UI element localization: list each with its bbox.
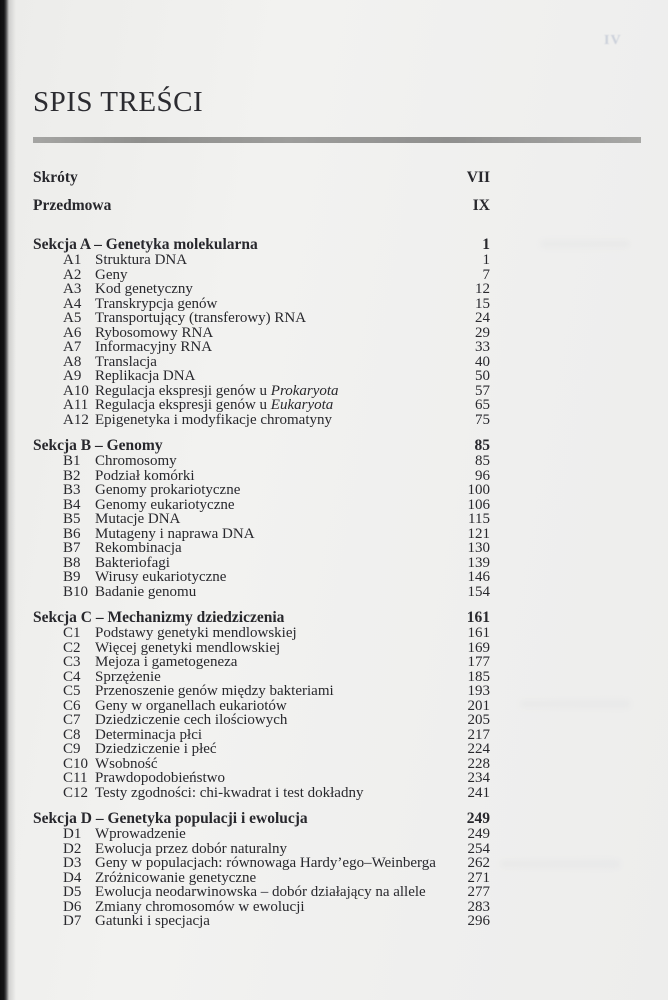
entry-code: C1: [63, 625, 81, 641]
entry-page-number: 241: [467, 784, 490, 801]
entry-title: Gatunki i specjacja: [95, 913, 210, 929]
entry-page-number: 24: [475, 310, 490, 326]
entry-page-number: 40: [475, 353, 490, 370]
entry-page-number: 7: [482, 266, 490, 283]
entry-code: B5: [63, 511, 81, 527]
entry-title: Genomy prokariotyczne: [95, 482, 241, 498]
front-matter-page-number: VII: [466, 169, 490, 186]
entry-page-number: 1: [482, 252, 490, 268]
section-header: [33, 438, 490, 454]
entry-title: Badanie genomu: [95, 583, 197, 600]
entry-title: Dziedziczenie cech ilościowych: [95, 712, 288, 728]
entry-page-number: 217: [467, 726, 490, 743]
entry-page-number: 75: [475, 411, 490, 428]
toc-section: [33, 438, 490, 599]
toc-entry: [33, 641, 490, 656]
entry-title: Genomy eukariotyczne: [95, 496, 235, 513]
toc-entry: [33, 398, 490, 413]
entry-code: D2: [63, 840, 82, 857]
toc-entry: [33, 856, 490, 871]
entry-page-number: 283: [467, 898, 490, 915]
entry-page-number: 57: [475, 382, 490, 399]
entry-title: Chromosomy: [95, 453, 177, 469]
entry-code: A3: [63, 281, 82, 297]
section-title: Sekcja A – Genetyka molekularna: [33, 236, 258, 253]
entry-title: Wsobność: [95, 755, 158, 772]
toc-entry: [33, 311, 490, 326]
entry-title: Mutageny i naprawa DNA: [95, 525, 255, 542]
entry-code: B7: [63, 540, 81, 556]
entry-page-number: 96: [475, 467, 490, 484]
entry-code: B6: [63, 525, 81, 542]
entry-page-number: 106: [467, 496, 490, 513]
entry-title: Rybosomowy RNA: [95, 324, 214, 341]
entry-title: Informacyjny RNA: [95, 339, 213, 355]
toc-entry: [33, 413, 490, 428]
section-page-number: 1: [482, 236, 490, 253]
entry-title: Sprzężenie: [95, 668, 161, 685]
toc-entry: [33, 483, 490, 498]
entry-page-number: 130: [467, 540, 490, 556]
bleedthrough-smudge: [500, 860, 620, 868]
entry-code: A10: [63, 382, 89, 399]
section-header: [33, 610, 490, 626]
entry-code: A2: [63, 266, 82, 283]
entry-title: Geny: [95, 266, 128, 283]
entry-page-number: 296: [467, 913, 490, 929]
entry-page-number: 15: [475, 295, 490, 312]
toc-entry: [33, 626, 490, 641]
entry-page-number: 201: [467, 697, 490, 714]
entry-title: Regulacja ekspresji genów u Prokaryota: [95, 382, 339, 399]
front-matter-entry: [33, 198, 490, 226]
entry-page-number: 139: [467, 554, 490, 571]
entry-page-number: 262: [467, 855, 490, 871]
toc-entry: [33, 728, 490, 743]
toc-entry: [33, 827, 490, 842]
entry-title: Ewolucja neodarwinowska – dobór działający na allele: [95, 884, 426, 900]
entry-page-number: 65: [475, 397, 490, 413]
entry-code: A12: [63, 411, 89, 428]
bleedthrough-smudge: [520, 700, 630, 708]
front-matter-entry: [33, 170, 490, 198]
entry-title: Regulacja ekspresji genów u Eukaryota: [95, 397, 334, 413]
entry-title: Transkrypcja genów: [95, 295, 218, 312]
toc-entry: [33, 253, 490, 268]
entry-code: B8: [63, 554, 81, 571]
toc-section: [33, 610, 490, 800]
entry-page-number: 228: [467, 755, 490, 772]
entry-code: A8: [63, 353, 82, 370]
entry-page-number: 193: [467, 683, 490, 699]
toc-section: [33, 811, 490, 929]
entry-title-italic: Prokaryota: [270, 382, 339, 399]
toc-section: [33, 237, 490, 427]
section-page-number: 249: [466, 810, 490, 827]
entry-title: Testy zgodności: chi-kwadrat i test dokładny: [95, 784, 364, 801]
section-items: [33, 626, 490, 800]
section-items: [33, 253, 490, 427]
entry-code: A4: [63, 295, 82, 312]
entry-page-number: 146: [467, 569, 490, 585]
toc-entry: [33, 570, 490, 585]
entry-code: C7: [63, 712, 81, 728]
front-matter-label: Przedmowa: [33, 197, 112, 214]
entry-page-number: 33: [475, 339, 490, 355]
entry-title: Przenoszenie genów między bakteriami: [95, 683, 334, 699]
entry-title: Więcej genetyki mendlowskiej: [95, 639, 281, 656]
bleedthrough-page-number: IV: [604, 33, 622, 48]
section-header: [33, 811, 490, 827]
entry-title: Struktura DNA: [95, 252, 188, 268]
entry-page-number: 115: [468, 511, 490, 527]
entry-page-number: 161: [467, 625, 490, 641]
section-items: [33, 827, 490, 929]
entry-title: Zmiany chromosomów w ewolucji: [95, 898, 305, 915]
toc-entry: [33, 355, 490, 370]
entry-code: A6: [63, 324, 82, 341]
entry-page-number: 271: [467, 869, 490, 886]
section-title: Sekcja C – Mechanizmy dziedziczenia: [33, 609, 285, 626]
entry-title: Rekombinacja: [95, 540, 182, 556]
section-page-number: 161: [466, 609, 490, 626]
entry-page-number: 234: [467, 770, 490, 786]
entry-title: Mejoza i gametogeneza: [95, 654, 238, 670]
entry-code: A9: [63, 368, 82, 384]
section-items: [33, 454, 490, 599]
entry-title: Dziedziczenie i płeć: [95, 741, 217, 757]
entry-code: D6: [63, 898, 82, 915]
table-of-contents: [33, 170, 490, 929]
toc-entry: [33, 585, 490, 600]
entry-title: Translacja: [95, 353, 157, 370]
toc-entry: [33, 326, 490, 341]
entry-title: Ewolucja przez dobór naturalny: [95, 840, 288, 857]
entry-code: C10: [63, 755, 89, 772]
entry-page-number: 121: [467, 525, 490, 542]
toc-entry: [33, 914, 490, 929]
entry-title: Transportujący (transferowy) RNA: [95, 310, 307, 326]
toc-entry: [33, 771, 490, 786]
entry-code: C8: [63, 726, 81, 743]
entry-page-number: 12: [475, 281, 490, 297]
toc-entry: [33, 757, 490, 772]
entry-page-number: 185: [467, 668, 490, 685]
toc-entry: [33, 268, 490, 283]
entry-page-number: 177: [467, 654, 490, 670]
toc-entry: [33, 885, 490, 900]
toc-entry: [33, 655, 490, 670]
entry-code: B1: [63, 453, 81, 469]
entry-title: Replikacja DNA: [95, 368, 196, 384]
toc-entry: [33, 454, 490, 469]
toc-entry: [33, 541, 490, 556]
section-title: Sekcja B – Genomy: [33, 437, 163, 454]
entry-code: C9: [63, 741, 81, 757]
entry-page-number: 254: [467, 840, 490, 857]
entry-title: Geny w organellach eukariotów: [95, 697, 287, 714]
entry-code: D5: [63, 884, 82, 900]
page-gutter-shadow: [0, 0, 16, 1000]
entry-code: C4: [63, 668, 81, 685]
toc-entry: [33, 786, 490, 801]
entry-page-number: 154: [467, 583, 490, 600]
entry-code: C5: [63, 683, 81, 699]
entry-code: B3: [63, 482, 81, 498]
entry-code: A7: [63, 339, 82, 355]
section-header: [33, 237, 490, 253]
entry-page-number: 205: [467, 712, 490, 728]
entry-code: A11: [63, 397, 89, 413]
entry-title: Prawdopodobieństwo: [95, 770, 225, 786]
entry-page-number: 224: [467, 741, 490, 757]
entry-code: B9: [63, 569, 81, 585]
entry-code: B4: [63, 496, 81, 513]
toc-entry: [33, 670, 490, 685]
entry-code: C2: [63, 639, 81, 656]
entry-code: C6: [63, 697, 81, 714]
entry-code: C12: [63, 784, 89, 801]
entry-title: Bakteriofagi: [95, 554, 170, 571]
toc-entry: [33, 498, 490, 513]
entry-code: A1: [63, 252, 82, 268]
entry-page-number: 169: [467, 639, 490, 656]
entry-code: B10: [63, 583, 89, 600]
toc-entry: [33, 369, 490, 384]
entry-title: Kod genetyczny: [95, 281, 193, 297]
entry-title: Podstawy genetyki mendlowskiej: [95, 625, 297, 641]
toc-entry: [33, 900, 490, 915]
toc-entry: [33, 527, 490, 542]
entry-code: D4: [63, 869, 82, 886]
toc-entry: [33, 469, 490, 484]
toc-entry: [33, 684, 490, 699]
entry-page-number: 50: [475, 368, 490, 384]
toc-entry: [33, 384, 490, 399]
toc-entry: [33, 842, 490, 857]
front-matter-label: Skróty: [33, 169, 78, 186]
entry-code: D7: [63, 913, 82, 929]
entry-page-number: 29: [475, 324, 490, 341]
entry-title: Wprowadzenie: [95, 826, 186, 842]
toc-entry: [33, 556, 490, 571]
section-page-number: 85: [474, 437, 490, 454]
title-divider-rule: [33, 137, 641, 143]
entry-page-number: 249: [467, 826, 490, 842]
toc-entry: [33, 297, 490, 312]
toc-entry: [33, 340, 490, 355]
entry-code: D3: [63, 855, 82, 871]
toc-entry: [33, 699, 490, 714]
entry-title: Geny w populacjach: równowaga Hardy’ego–Weinberga: [95, 855, 436, 871]
toc-entry: [33, 871, 490, 886]
page-title: SPIS TREŚCI: [33, 86, 204, 118]
section-title: Sekcja D – Genetyka populacji i ewolucja: [33, 810, 308, 827]
entry-code: B2: [63, 467, 81, 484]
entry-title: Mutacje DNA: [95, 511, 181, 527]
toc-entry: [33, 282, 490, 297]
entry-code: A5: [63, 310, 82, 326]
toc-entry: [33, 713, 490, 728]
front-matter-page-number: IX: [472, 197, 490, 214]
entry-title: Zróżnicowanie genetyczne: [95, 869, 257, 886]
entry-title: Podział komórki: [95, 467, 195, 484]
entry-title-italic: Eukaryota: [270, 397, 334, 413]
entry-code: C11: [63, 770, 88, 786]
entry-page-number: 100: [467, 482, 490, 498]
toc-entry: [33, 512, 490, 527]
entry-title: Determinacja płci: [95, 726, 203, 743]
entry-title: Epigenetyka i modyfikacje chromatyny: [95, 411, 333, 428]
entry-code: D1: [63, 826, 82, 842]
entry-page-number: 85: [475, 453, 490, 469]
bleedthrough-smudge: [540, 240, 630, 248]
toc-entry: [33, 742, 490, 757]
entry-page-number: 277: [467, 884, 490, 900]
entry-title: Wirusy eukariotyczne: [95, 569, 227, 585]
entry-code: C3: [63, 654, 81, 670]
